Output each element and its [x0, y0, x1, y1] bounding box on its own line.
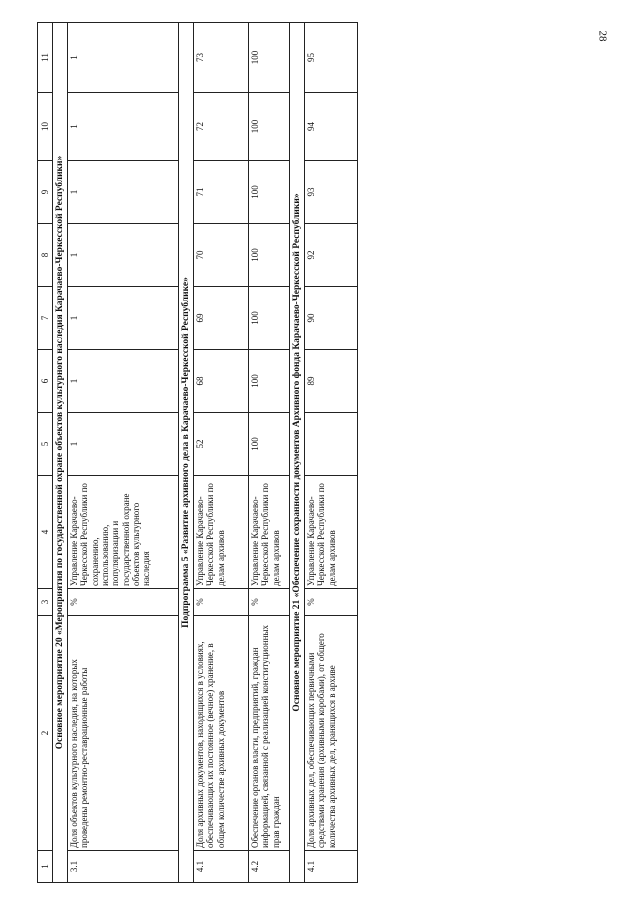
- header-cell: 2: [38, 616, 53, 851]
- value-cell: 93: [305, 161, 358, 224]
- section-title: Подпрограмма 5 «Развитие архивного дела в Карачаево-Черкесской Республике»: [179, 23, 194, 883]
- table-row: [68, 23, 179, 883]
- value-cell: 52: [194, 413, 249, 476]
- executor-cell: Управление Карачаево-Черкесской Республики по сохранению, использованию, популяризации и государственной охране объектов культурного наследия: [68, 476, 179, 589]
- indicator-name: Доля архивных дел, обеспечивающих первичными средствами хранения (архивными коробами), от общего количества архивных дел, хранящихся в архиве: [305, 616, 358, 851]
- header-cell: 5: [38, 413, 53, 476]
- header-cell: 11: [38, 23, 53, 93]
- header-cell: 6: [38, 350, 53, 413]
- header-cell: 1: [38, 851, 53, 883]
- row-number: 4.1: [194, 851, 249, 883]
- header-row: [38, 23, 53, 883]
- value-cell: 100: [249, 413, 290, 476]
- unit-cell: %: [249, 589, 290, 616]
- indicator-name: Доля архивных документов, находящихся в условиях, обеспечивающих их постоянное (вечное) хранение, в общем количестве архивных документов: [194, 616, 249, 851]
- value-cell: 100: [249, 23, 290, 93]
- indicator-name: Обеспечение органов власти, предприятий, граждан информацией, связанной с реализацией конституционных прав граждан: [249, 616, 290, 851]
- executor-cell: Управление Карачаево-Черкесской Республики по делам архивов: [249, 476, 290, 589]
- section-title-row: [179, 23, 194, 883]
- value-cell: [305, 413, 358, 476]
- value-cell: 100: [249, 350, 290, 413]
- unit-cell: %: [68, 589, 179, 616]
- executor-cell: Управление Карачаево-Черкесской Республики по делам архивов: [194, 476, 249, 589]
- value-cell: 68: [194, 350, 249, 413]
- row-number: 4.2: [249, 851, 290, 883]
- header-cell: 3: [38, 589, 53, 616]
- value-cell: 95: [305, 23, 358, 93]
- value-cell: 100: [249, 224, 290, 287]
- value-cell: 1: [68, 23, 179, 93]
- header-cell: 8: [38, 224, 53, 287]
- section-title-row: [290, 23, 305, 883]
- section-title-row: [53, 23, 68, 883]
- table-row: [194, 23, 249, 883]
- value-cell: 1: [68, 413, 179, 476]
- value-cell: 70: [194, 224, 249, 287]
- section-title: Основное мероприятие 21 «Обеспечение сохранности документов Архивного фонда Карачаево-Черкесской Республики»: [290, 23, 305, 883]
- rotated-page: [37, 23, 582, 883]
- table-row: [305, 23, 358, 883]
- value-cell: 92: [305, 224, 358, 287]
- indicator-name: Доля объектов культурного наследия, на которых проведены ремонтно-реставрационные работы: [68, 616, 179, 851]
- value-cell: 73: [194, 23, 249, 93]
- value-cell: 100: [249, 161, 290, 224]
- unit-cell: %: [305, 589, 358, 616]
- page-number: 28: [596, 30, 609, 42]
- value-cell: 94: [305, 93, 358, 161]
- table-row: [249, 23, 290, 883]
- value-cell: 100: [249, 287, 290, 350]
- header-cell: 9: [38, 161, 53, 224]
- value-cell: 1: [68, 161, 179, 224]
- row-number: 3.1: [68, 851, 179, 883]
- value-cell: 1: [68, 224, 179, 287]
- executor-cell: Управление Карачаево-Черкесской Республики по делам архивов: [305, 476, 358, 589]
- header-cell: 10: [38, 93, 53, 161]
- indicators-table: [37, 22, 358, 883]
- value-cell: 72: [194, 93, 249, 161]
- value-cell: 69: [194, 287, 249, 350]
- value-cell: 100: [249, 93, 290, 161]
- header-cell: 4: [38, 476, 53, 589]
- unit-cell: %: [194, 589, 249, 616]
- value-cell: 90: [305, 287, 358, 350]
- value-cell: 1: [68, 287, 179, 350]
- row-number: 4.1: [305, 851, 358, 883]
- section-title: Основное мероприятие 20 «Мероприятия по государственной охране объектов культурного наследия Карачаево-Черкесской Республики»: [53, 23, 68, 883]
- value-cell: 89: [305, 350, 358, 413]
- value-cell: 1: [68, 93, 179, 161]
- header-cell: 7: [38, 287, 53, 350]
- value-cell: 1: [68, 350, 179, 413]
- value-cell: 71: [194, 161, 249, 224]
